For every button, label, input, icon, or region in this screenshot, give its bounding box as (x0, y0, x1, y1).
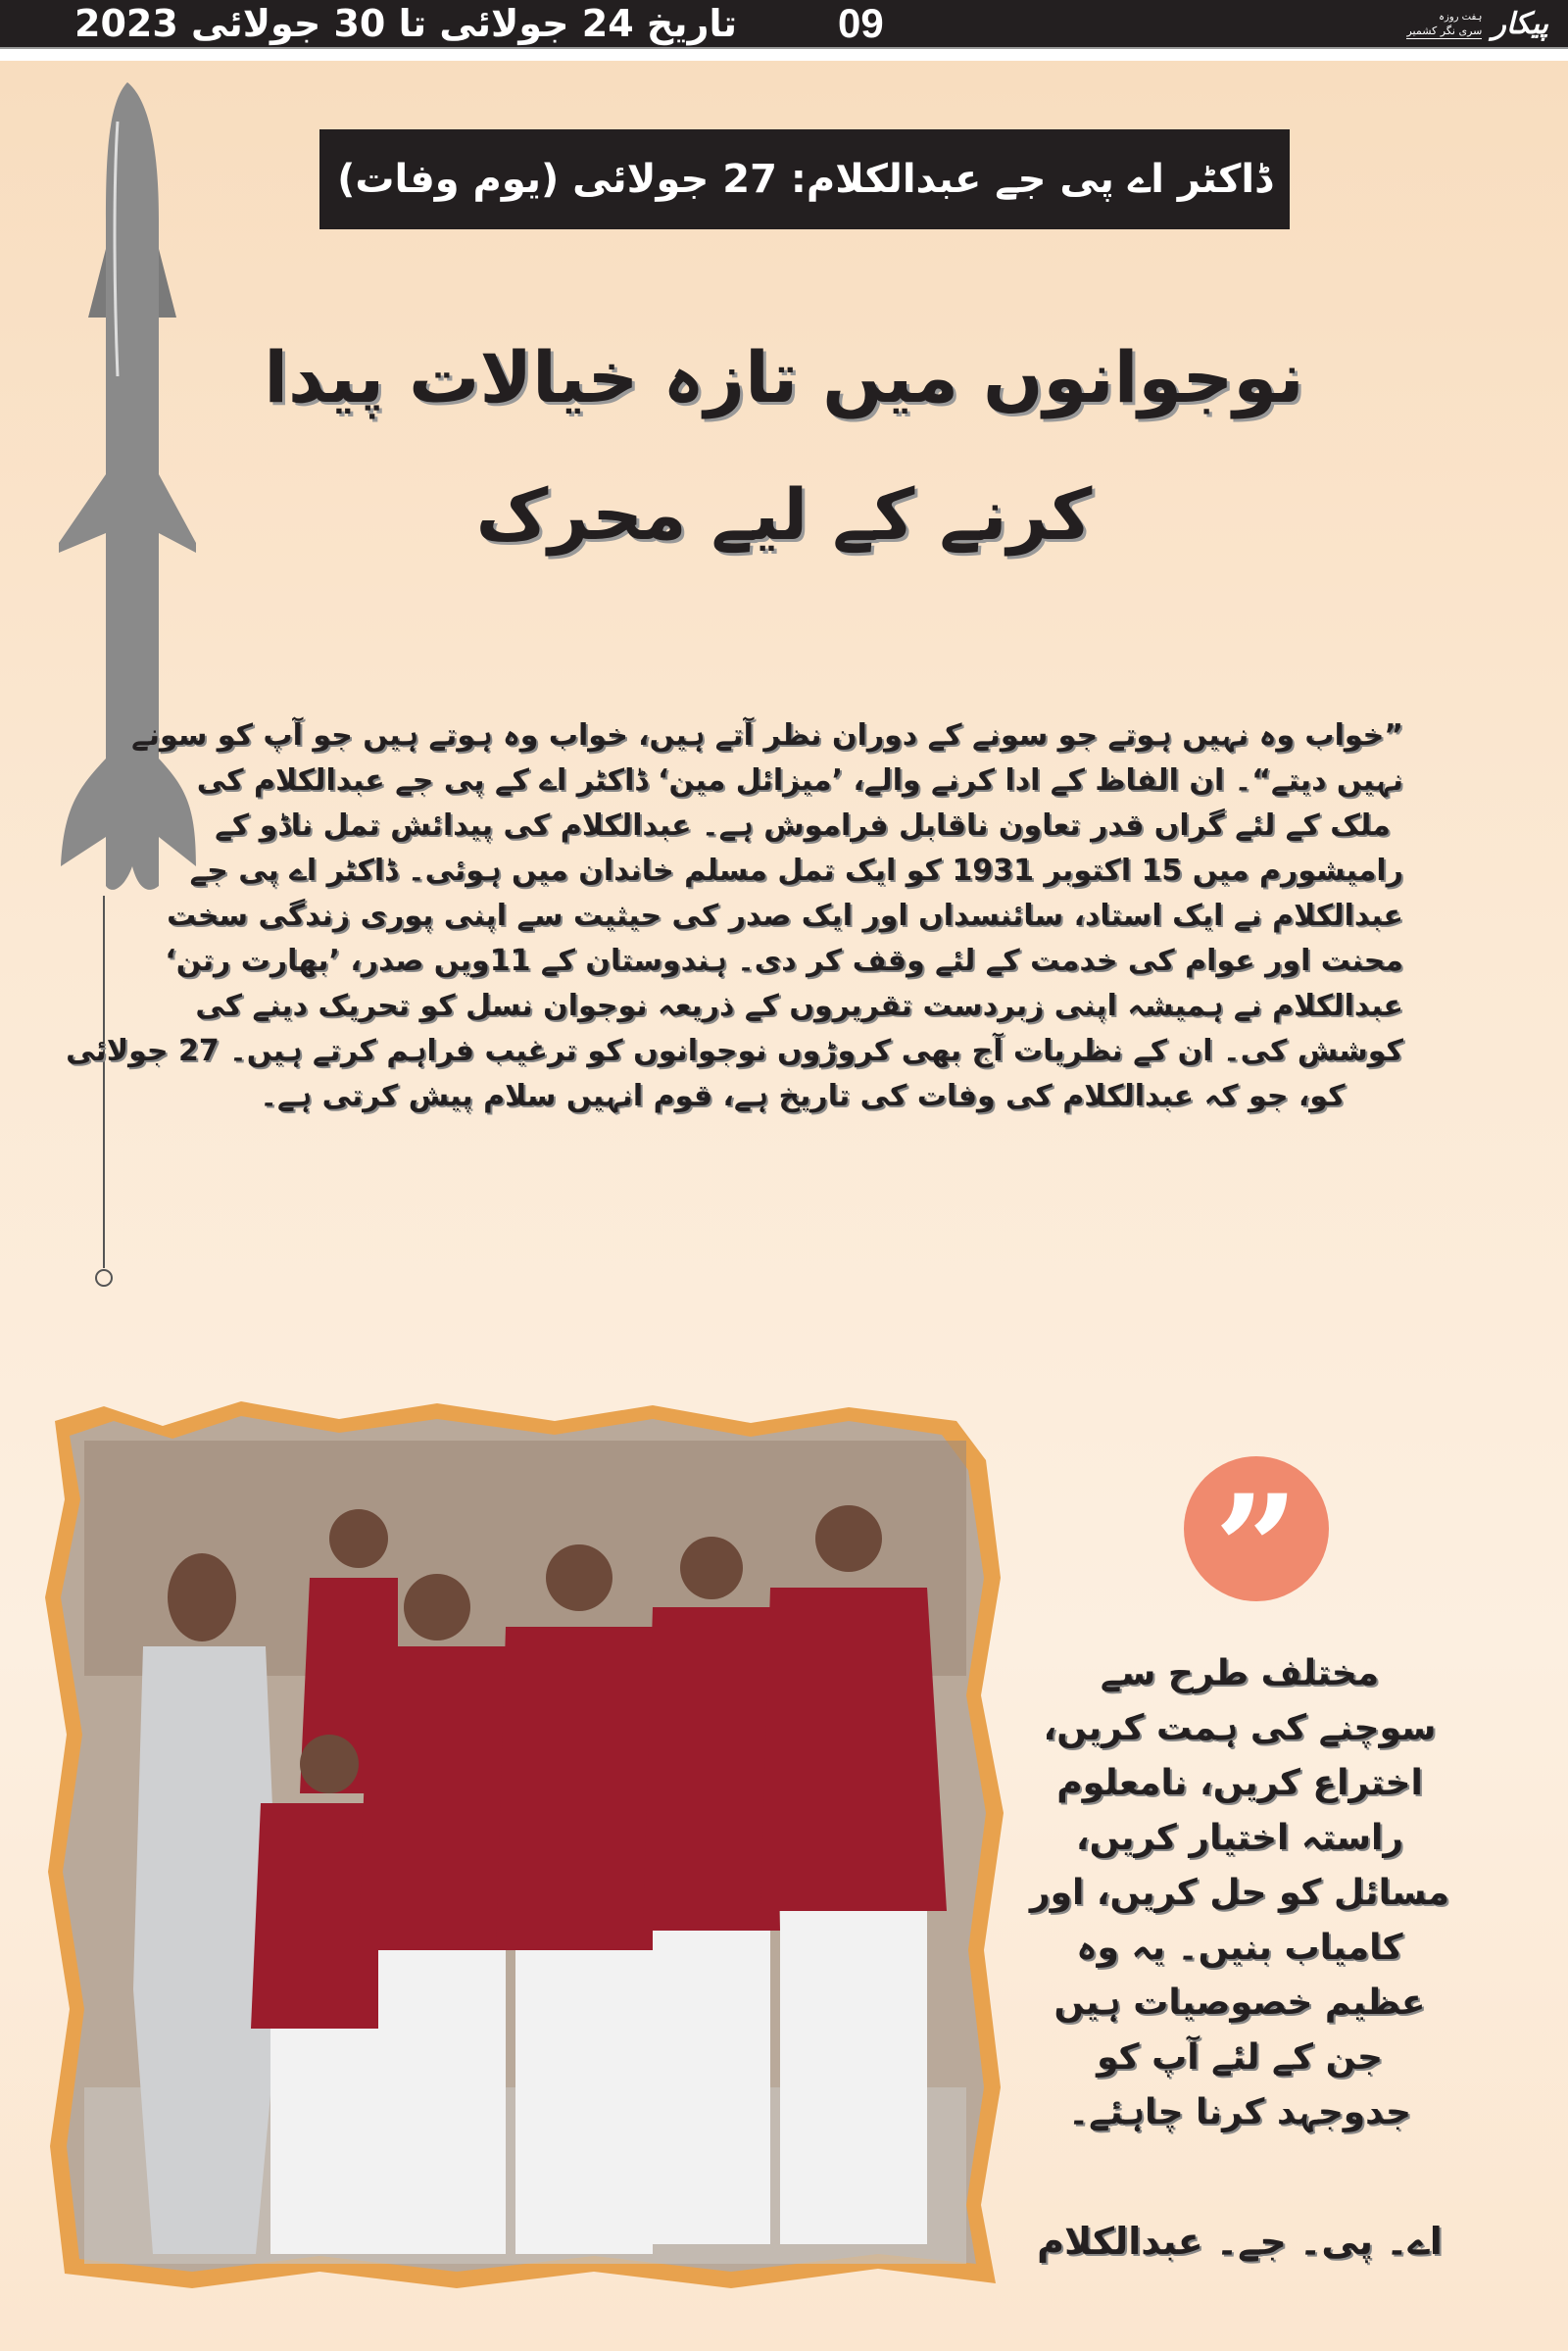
quote-line: سوچنے کی ہمت کریں، (1043, 1708, 1437, 1748)
logo-city: سری نگر کشمیر (1406, 24, 1483, 37)
pull-quote (1024, 1646, 1455, 2140)
body-line: عبدالکلام نے ہمیشہ اپنی زبردست تقریروں کے ذریعہ نوجوان نسل کو تحریک دینے کی (195, 989, 1403, 1023)
missile-illustration-icon (49, 82, 216, 1298)
body-line: ”خواب وہ نہیں ہوتے جو سونے کے دوران نظر آتے ہیں، خواب وہ ہوتے ہیں جو آپ کو سونے (131, 718, 1403, 753)
quote-line: اختراع کریں، نامعلوم (1056, 1763, 1423, 1803)
newspaper-logo (1406, 2, 1548, 47)
quote-line: مختلف طرح سے (1100, 1653, 1380, 1693)
headline-line-2: کرنے کے لیے محرک (475, 473, 1093, 556)
quote-line: عظیم خصوصیات ہیں (1054, 1983, 1426, 2023)
logo-frequency: ہفت روزہ (1439, 11, 1483, 23)
quote-line: جن کے لئے آپ کو (1097, 2037, 1383, 2078)
quote-mark-icon: ” (1184, 1456, 1329, 1601)
article-body (66, 713, 1403, 1119)
masthead-bar (0, 0, 1568, 49)
photo-kalam-with-students (45, 1401, 1005, 2293)
body-line: محنت اور عوام کی خدمت کے لئے وقف کر دی۔ ہندوستان کے 11ویں صدر، ’بھارت رتن‘ (165, 944, 1403, 978)
logo-subtext (1406, 11, 1482, 39)
logo-name: پیکار (1492, 7, 1548, 41)
quote-line: کامیاب بنیں۔ یہ وہ (1076, 1928, 1403, 1968)
quote-line: مسائل کو حل کریں، اور (1029, 1873, 1450, 1913)
page-number: 09 (838, 0, 884, 46)
body-line: عبدالکلام نے ایک استاد، سائنسداں اور ایک صدر کی حیثیت سے اپنی پوری زندگی سخت (167, 899, 1403, 933)
body-line: کوشش کی۔ ان کے نظریات آج بھی کروڑوں نوجوانوں کو ترغیب فراہم کرتے ہیں۔ 27 جولائی (66, 1034, 1403, 1068)
body-line: کو، جو کہ عبدالکلام کی وفات کی تاریخ ہے، قوم انہیں سلام پیش کرتی ہے۔ (260, 1079, 1346, 1113)
body-line: ملک کے لئے گراں قدر تعاون ناقابل فراموش ہے۔ عبدالکلام کی پیدائش تمل ناڈو کے (215, 808, 1391, 843)
quote-author: اے۔ پی۔ جے۔ عبدالکلام (1037, 2220, 1443, 2263)
headline-line-1: نوجوانوں میں تازہ خیالات پیدا (264, 336, 1304, 418)
quote-line: راستہ اختیار کریں، (1075, 1818, 1404, 1858)
body-line: نہیں دیتے“۔ ان الفاظ کے ادا کرنے والے، ’میزائل مین‘ ڈاکٹر اے کے پی جے عبدالکلام کی (196, 763, 1403, 798)
quote-line: جدوجہد کرنا چاہئے۔ (1068, 2092, 1411, 2132)
issue-date: تاریخ 24 جولائی تا 30 جولائی 2023 (74, 2, 737, 45)
article-label: ڈاکٹر اے پی جے عبدالکلام: 27 جولائی (یوم وفات) (319, 129, 1290, 229)
header-divider (0, 49, 1568, 61)
body-line: رامیشورم میں 15 اکتوبر 1931 کو ایک تمل مسلم خاندان میں ہوئی۔ ڈاکٹر اے پی جے (189, 854, 1403, 888)
